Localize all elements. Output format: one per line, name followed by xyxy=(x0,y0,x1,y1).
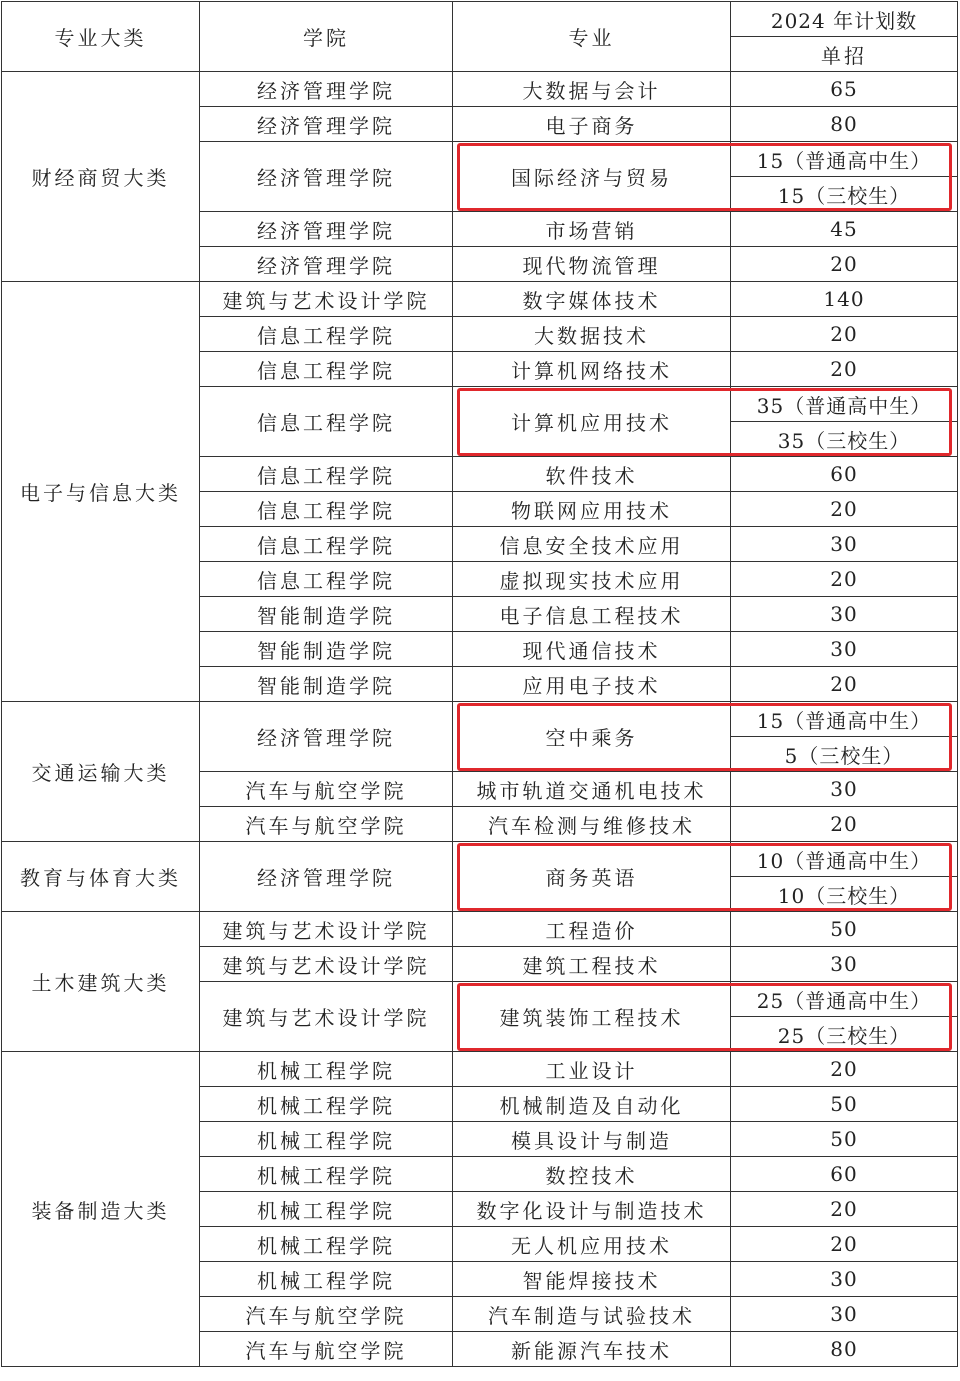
category-cell: 交通运输大类 xyxy=(2,702,200,842)
plan-count-cell: 20 xyxy=(731,1052,958,1087)
major-cell: 应用电子技术 xyxy=(453,667,731,702)
college-cell: 经济管理学院 xyxy=(200,842,453,912)
college-cell: 机械工程学院 xyxy=(200,1157,453,1192)
college-cell: 信息工程学院 xyxy=(200,562,453,597)
plan-count-cell: 45 xyxy=(731,212,958,247)
college-cell: 机械工程学院 xyxy=(200,1087,453,1122)
plan-count-cell: 20 xyxy=(731,562,958,597)
major-cell: 数字媒体技术 xyxy=(453,282,731,317)
college-cell: 经济管理学院 xyxy=(200,212,453,247)
table-row xyxy=(2,1052,958,1087)
plan-count-cell: 140 xyxy=(731,282,958,317)
college-cell: 智能制造学院 xyxy=(200,632,453,667)
header-category: 专业大类 xyxy=(2,2,200,72)
major-cell: 计算机网络技术 xyxy=(453,352,731,387)
major-cell: 汽车制造与试验技术 xyxy=(453,1297,731,1332)
plan-count-cell: 60 xyxy=(731,457,958,492)
plan-count-cell: 60 xyxy=(731,1157,958,1192)
major-cell: 新能源汽车技术 xyxy=(453,1332,731,1367)
plan-count-cell: 20 xyxy=(731,1192,958,1227)
college-cell: 信息工程学院 xyxy=(200,387,453,457)
college-cell: 汽车与航空学院 xyxy=(200,1297,453,1332)
college-cell: 智能制造学院 xyxy=(200,597,453,632)
table-row xyxy=(2,702,958,737)
plan-count-cell: 30 xyxy=(731,772,958,807)
major-cell: 建筑装饰工程技术 xyxy=(453,982,731,1052)
plan-table-body xyxy=(2,2,958,1367)
category-cell: 财经商贸大类 xyxy=(2,72,200,282)
major-cell: 汽车检测与维修技术 xyxy=(453,807,731,842)
college-cell: 机械工程学院 xyxy=(200,1192,453,1227)
college-cell: 智能制造学院 xyxy=(200,667,453,702)
college-cell: 经济管理学院 xyxy=(200,107,453,142)
plan-count-cell: 15（普通高中生） xyxy=(731,142,958,177)
college-cell: 建筑与艺术设计学院 xyxy=(200,282,453,317)
major-cell: 物联网应用技术 xyxy=(453,492,731,527)
major-cell: 软件技术 xyxy=(453,457,731,492)
major-cell: 虚拟现实技术应用 xyxy=(453,562,731,597)
major-cell: 计算机应用技术 xyxy=(453,387,731,457)
major-cell: 建筑工程技术 xyxy=(453,947,731,982)
major-cell: 数字化设计与制造技术 xyxy=(453,1192,731,1227)
category-cell: 教育与体育大类 xyxy=(2,842,200,912)
table-row xyxy=(2,282,958,317)
plan-count-cell: 20 xyxy=(731,352,958,387)
major-cell: 无人机应用技术 xyxy=(453,1227,731,1262)
plan-count-cell: 20 xyxy=(731,492,958,527)
plan-count-cell: 30 xyxy=(731,597,958,632)
plan-count-cell: 50 xyxy=(731,1122,958,1157)
plan-count-cell: 80 xyxy=(731,1332,958,1367)
plan-count-cell: 10（普通高中生） xyxy=(731,842,958,877)
college-cell: 信息工程学院 xyxy=(200,457,453,492)
plan-count-cell: 20 xyxy=(731,317,958,352)
college-cell: 机械工程学院 xyxy=(200,1052,453,1087)
college-cell: 信息工程学院 xyxy=(200,317,453,352)
major-cell: 大数据与会计 xyxy=(453,72,731,107)
college-cell: 经济管理学院 xyxy=(200,72,453,107)
plan-count-cell: 50 xyxy=(731,912,958,947)
major-cell: 数控技术 xyxy=(453,1157,731,1192)
major-cell: 机械制造及自动化 xyxy=(453,1087,731,1122)
major-cell: 工业设计 xyxy=(453,1052,731,1087)
major-cell: 城市轨道交通机电技术 xyxy=(453,772,731,807)
table-row xyxy=(2,842,958,877)
major-cell: 电子商务 xyxy=(453,107,731,142)
header-major: 专业 xyxy=(453,2,731,72)
college-cell: 经济管理学院 xyxy=(200,142,453,212)
major-cell: 空中乘务 xyxy=(453,702,731,772)
college-cell: 信息工程学院 xyxy=(200,352,453,387)
college-cell: 机械工程学院 xyxy=(200,1122,453,1157)
header-single-exam: 单招 xyxy=(731,37,958,72)
plan-count-cell: 15（三校生） xyxy=(731,177,958,212)
plan-count-cell: 5（三校生） xyxy=(731,737,958,772)
plan-count-cell: 20 xyxy=(731,807,958,842)
table-row xyxy=(2,72,958,107)
plan-count-cell: 25（普通高中生） xyxy=(731,982,958,1017)
college-cell: 建筑与艺术设计学院 xyxy=(200,947,453,982)
major-cell: 现代物流管理 xyxy=(453,247,731,282)
plan-count-cell: 35（三校生） xyxy=(731,422,958,457)
plan-count-cell: 50 xyxy=(731,1087,958,1122)
plan-count-cell: 30 xyxy=(731,632,958,667)
major-cell: 现代通信技术 xyxy=(453,632,731,667)
college-cell: 经济管理学院 xyxy=(200,702,453,772)
college-cell: 汽车与航空学院 xyxy=(200,1332,453,1367)
major-cell: 模具设计与制造 xyxy=(453,1122,731,1157)
major-cell: 大数据技术 xyxy=(453,317,731,352)
plan-count-cell: 10（三校生） xyxy=(731,877,958,912)
major-cell: 工程造价 xyxy=(453,912,731,947)
plan-count-cell: 25（三校生） xyxy=(731,1017,958,1052)
category-cell: 电子与信息大类 xyxy=(2,282,200,702)
category-cell: 土木建筑大类 xyxy=(2,912,200,1052)
major-cell: 国际经济与贸易 xyxy=(453,142,731,212)
header-plan-year: 2024 年计划数 xyxy=(731,2,958,37)
enrollment-plan-table xyxy=(1,1,958,1367)
college-cell: 汽车与航空学院 xyxy=(200,772,453,807)
college-cell: 机械工程学院 xyxy=(200,1262,453,1297)
major-cell: 智能焊接技术 xyxy=(453,1262,731,1297)
header-college: 学院 xyxy=(200,2,453,72)
category-cell: 装备制造大类 xyxy=(2,1052,200,1367)
plan-count-cell: 20 xyxy=(731,1227,958,1262)
college-cell: 汽车与航空学院 xyxy=(200,807,453,842)
plan-count-cell: 35（普通高中生） xyxy=(731,387,958,422)
plan-count-cell: 80 xyxy=(731,107,958,142)
plan-count-cell: 30 xyxy=(731,947,958,982)
plan-count-cell: 20 xyxy=(731,247,958,282)
table-row xyxy=(2,912,958,947)
plan-count-cell: 65 xyxy=(731,72,958,107)
plan-count-cell: 30 xyxy=(731,527,958,562)
plan-count-cell: 20 xyxy=(731,667,958,702)
plan-count-cell: 15（普通高中生） xyxy=(731,702,958,737)
college-cell: 信息工程学院 xyxy=(200,492,453,527)
college-cell: 机械工程学院 xyxy=(200,1227,453,1262)
major-cell: 电子信息工程技术 xyxy=(453,597,731,632)
header-row xyxy=(2,2,958,37)
college-cell: 建筑与艺术设计学院 xyxy=(200,982,453,1052)
major-cell: 商务英语 xyxy=(453,842,731,912)
major-cell: 市场营销 xyxy=(453,212,731,247)
plan-table-wrapper xyxy=(1,1,957,1379)
college-cell: 信息工程学院 xyxy=(200,527,453,562)
college-cell: 建筑与艺术设计学院 xyxy=(200,912,453,947)
plan-count-cell: 30 xyxy=(731,1297,958,1332)
plan-count-cell: 30 xyxy=(731,1262,958,1297)
major-cell: 信息安全技术应用 xyxy=(453,527,731,562)
college-cell: 经济管理学院 xyxy=(200,247,453,282)
